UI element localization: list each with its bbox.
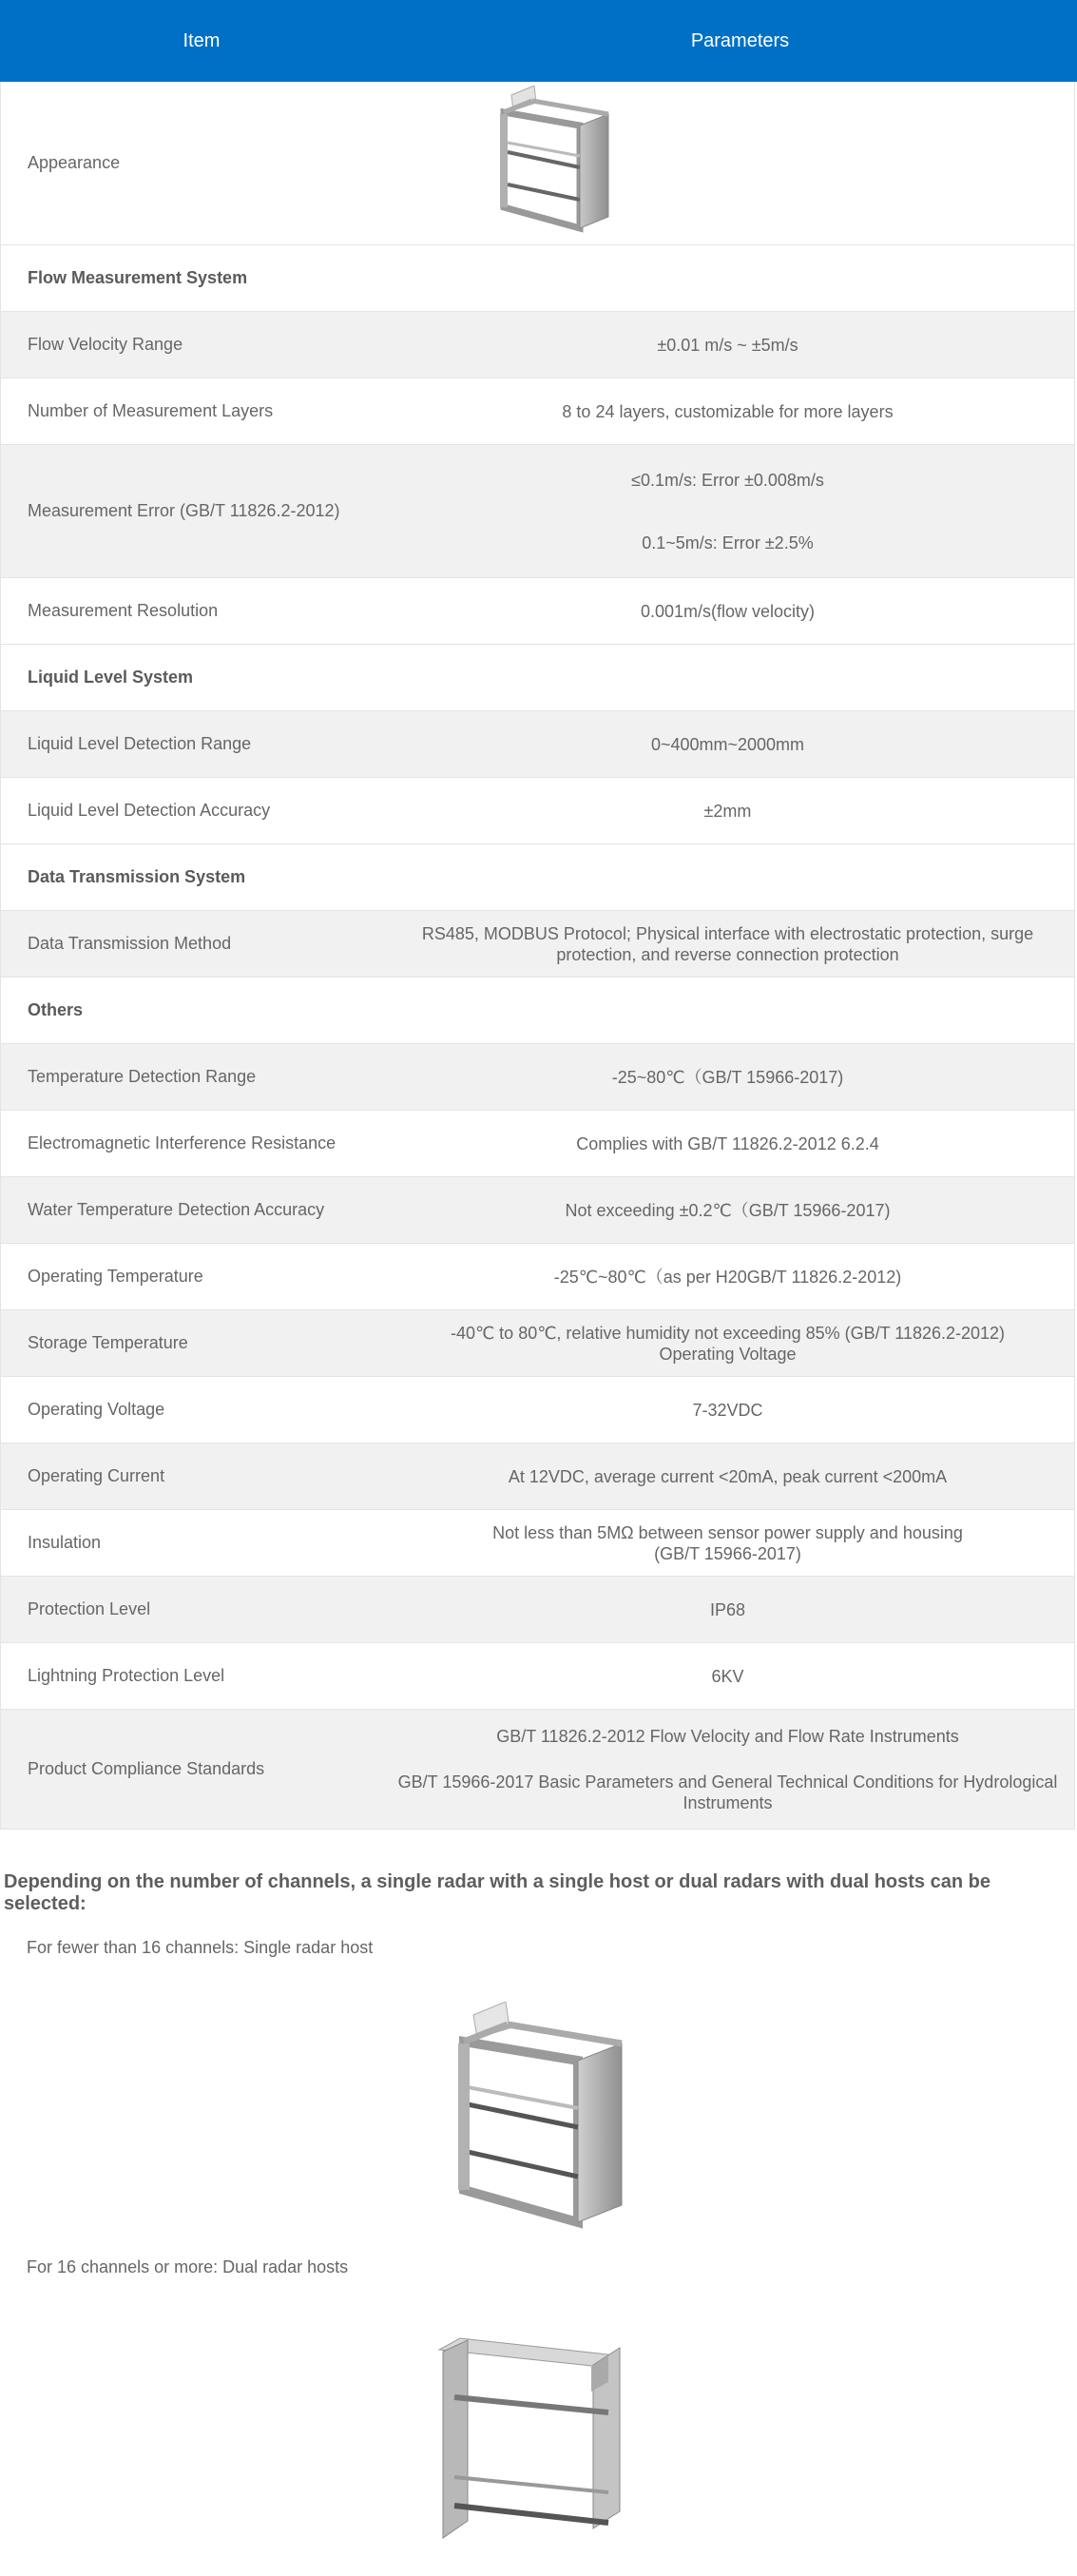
parameter-text: At 12VDC, average current <20mA, peak current <200mA (508, 1466, 948, 1486)
parameter-text: (GB/T 15966-2017) (654, 1543, 801, 1563)
parameter-text: Complies with GB/T 11826.2-2012 6.2.4 (576, 1133, 879, 1153)
table-row (0, 1177, 1075, 1244)
table-header (0, 0, 1077, 82)
row-item: Operating Current (28, 1466, 165, 1485)
table-row (0, 778, 1075, 844)
row-parameters (381, 1310, 1074, 1376)
row-item: Liquid Level Detection Range (28, 734, 252, 753)
row-item: Measurement Error (GB/T 11826.2-2012) (28, 501, 340, 520)
row-parameters (381, 378, 1074, 444)
row-parameters (381, 312, 1074, 378)
table-row (0, 1111, 1075, 1177)
section-heading: Data Transmission System (28, 867, 246, 886)
table-row (0, 1443, 1075, 1510)
row-item: Measurement Resolution (28, 601, 219, 620)
appearance-label: Appearance (28, 153, 121, 172)
row-item: Product Compliance Standards (28, 1759, 265, 1778)
row-parameters (381, 1643, 1074, 1709)
row-parameters (381, 844, 1074, 910)
parameter-text: -25~80℃（GB/T 15966-2017) (611, 1067, 844, 1087)
single-radar-label: For fewer than 16 channels: Single radar host (27, 1938, 374, 1957)
parameter-text: 6KV (711, 1666, 744, 1686)
parameter-text: 0.1~5m/s: Error ±2.5% (642, 533, 814, 552)
parameter-text: ±2mm (703, 801, 752, 821)
table-row (0, 1643, 1075, 1710)
row-parameters (381, 1377, 1074, 1443)
row-item: Temperature Detection Range (28, 1067, 257, 1086)
row-parameters (381, 978, 1074, 1043)
row-item: Storage Temperature (28, 1333, 188, 1352)
row-item: Electromagnetic Interference Resistance (28, 1133, 337, 1152)
row-parameters (381, 1111, 1074, 1176)
row-item: Insulation (28, 1533, 102, 1552)
row-parameters (381, 645, 1074, 710)
channel-note: Depending on the number of channels, a single radar with a single host or dual radars with dual hosts can be selected: (4, 1871, 990, 1914)
row-parameters (381, 711, 1074, 777)
parameter-text: 7-32VDC (692, 1400, 763, 1420)
table-row (0, 378, 1075, 445)
parameter-text: Operating Voltage (659, 1344, 797, 1364)
parameter-text: GB/T 11826.2-2012 Flow Velocity and Flow Rate Instruments (496, 1726, 959, 1746)
parameter-text: RS485, MODBUS Protocol; Physical interface with electrostatic protection, surge protection, and reverse connection protection (421, 923, 1034, 964)
table-row (0, 844, 1075, 911)
table-row (0, 978, 1075, 1044)
row-parameters (381, 445, 1074, 577)
table-row (0, 1044, 1075, 1111)
table-row (0, 1310, 1075, 1377)
row-parameters (381, 245, 1074, 311)
row-parameters (381, 1710, 1074, 1829)
parameter-text: Not less than 5MΩ between sensor power supply and housing (492, 1522, 963, 1542)
row-item: Lightning Protection Level (28, 1666, 225, 1685)
table-row (0, 1244, 1075, 1310)
header-parameters: Parameters (690, 30, 790, 51)
table-row (0, 578, 1075, 645)
row-item: Protection Level (28, 1599, 151, 1618)
row-parameters (381, 578, 1074, 644)
table-row (0, 245, 1075, 312)
parameter-text: 8 to 24 layers, customizable for more layers (562, 401, 894, 421)
row-item: Flow Velocity Range (28, 335, 183, 354)
row-parameters (381, 911, 1074, 977)
row-parameters (381, 778, 1074, 843)
table-row (0, 645, 1075, 711)
parameter-text: GB/T 15966-2017 Basic Parameters and General Technical Conditions for Hydrological Instruments (397, 1772, 1058, 1812)
row-item: Operating Voltage (28, 1400, 165, 1419)
parameter-text: -25℃~80℃（as per H20GB/T 11826.2-2012) (553, 1267, 902, 1287)
table-row (0, 911, 1075, 978)
header-item: Item (183, 29, 221, 51)
row-parameters (381, 1044, 1074, 1110)
parameter-text: 0~400mm~2000mm (650, 734, 805, 754)
row-parameters (381, 1244, 1074, 1309)
row-item: Operating Temperature (28, 1267, 203, 1286)
table-row (0, 445, 1075, 578)
row-parameters (381, 1443, 1074, 1509)
parameter-text: ≤0.1m/s: Error ±0.008m/s (631, 470, 824, 490)
row-item: Water Temperature Detection Accuracy (28, 1200, 325, 1219)
section-heading: Others (28, 1000, 84, 1019)
table-row (0, 1710, 1075, 1830)
dual-radar-label: For 16 channels or more: Dual radar hosts (27, 2257, 349, 2276)
row-item: Liquid Level Detection Accuracy (28, 801, 271, 820)
table-row (0, 1577, 1075, 1643)
parameter-text: -40℃ to 80℃, relative humidity not exceeding 85% (GB/T 11826.2-2012) (450, 1323, 1006, 1343)
parameter-text: IP68 (709, 1599, 746, 1619)
rack-frame-icon (485, 86, 618, 245)
section-heading: Flow Measurement System (28, 268, 248, 287)
dual-radar-host-icon (430, 2334, 629, 2547)
table-row (0, 711, 1075, 778)
section-heading: Liquid Level System (28, 668, 194, 687)
parameter-text: 0.001m/s(flow velocity) (640, 601, 816, 621)
row-parameters (381, 1510, 1074, 1576)
parameter-text: ±0.01 m/s ~ ±5m/s (657, 335, 798, 355)
table-row (0, 312, 1075, 378)
table-row (0, 1510, 1075, 1577)
row-item: Data Transmission Method (28, 934, 232, 953)
row-parameters (381, 1577, 1074, 1642)
row-parameters (381, 1177, 1074, 1243)
table-row (0, 1377, 1075, 1443)
row-item: Number of Measurement Layers (28, 401, 274, 420)
parameter-text: Not exceeding ±0.2℃（GB/T 15966-2017) (565, 1200, 891, 1220)
single-radar-host-icon (435, 2002, 635, 2245)
